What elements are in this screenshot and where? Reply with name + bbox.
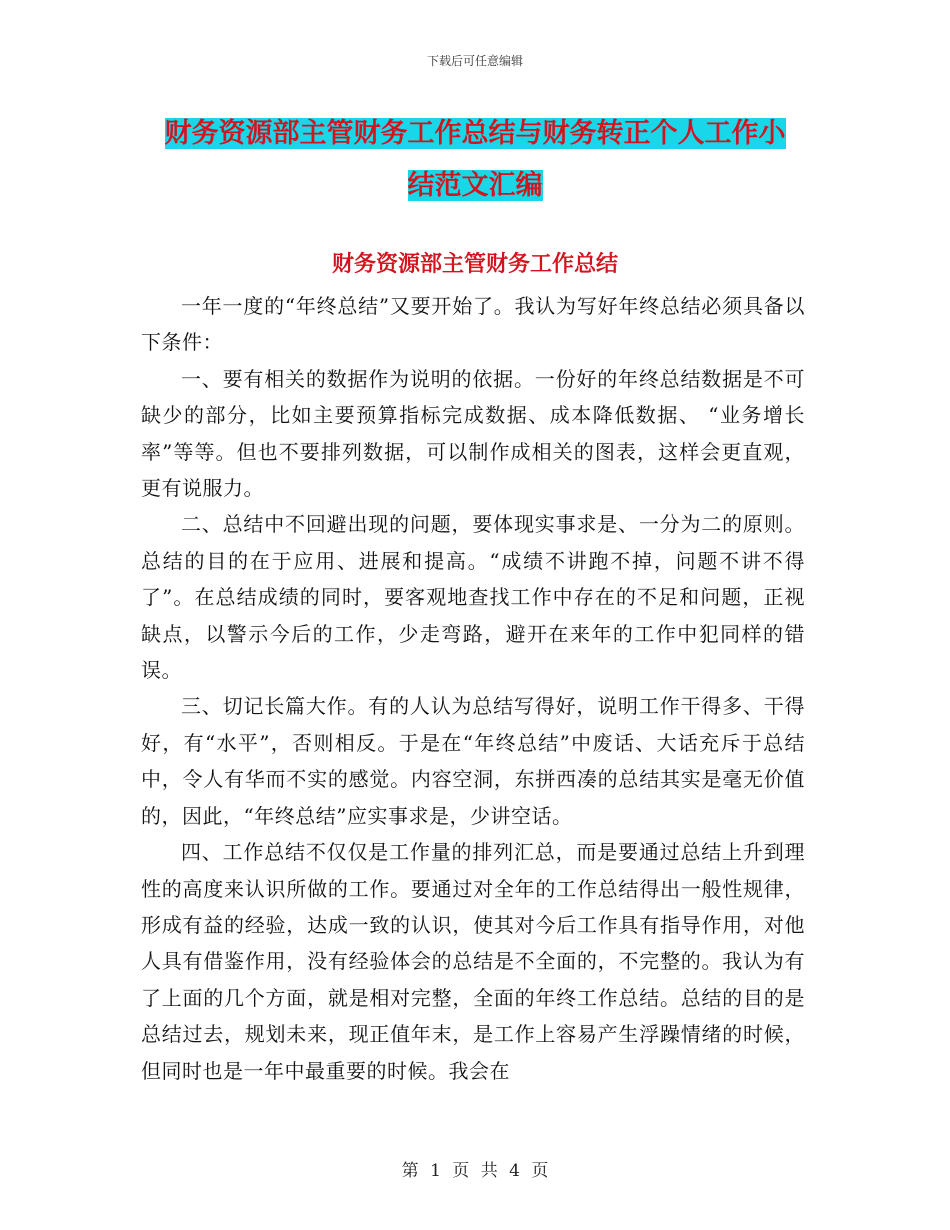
section-title: 财务资源部主管财务工作总结 — [331, 251, 618, 277]
document-title — [140, 108, 810, 212]
document-title-line-1: 财务资源部主管财务工作总结与财务转正个人工作小 — [164, 118, 786, 149]
paragraph-point-4: 四、工作总结不仅仅是工作量的排列汇总，而是要通过总结上升到理性的高度来认识所做的工作。要通过对全年的工作总结得出一般性规律，形成有益的经验，达成一致的认识，使其对今后工作具有指导作用，对他人具有借鉴作用，没有经验体会的总结是不全面的，不完整的。我认为有了上面的几个方面，就是相对完整，全面的年终工作总结。总结的目的是总结过去，规划未来，现正值年末，是工作上容易产生浮躁情绪的时候，但同时也是一年中最重要的时候。我会在 — [141, 840, 805, 1083]
paragraph-point-1: 一、要有相关的数据作为说明的依据。一份好的年终总结数据是不可缺少的部分，比如主要预算指标完成数据、成本降低数据、 “业务增长率”等等。但也不要排列数据，可以制作成相关的图表，这样会更直观，更有说服力。 — [141, 366, 805, 501]
paragraph-intro: 一年一度的“年终总结”又要开始了。我认为写好年终总结必须具备以下条件： — [141, 294, 805, 355]
page-number-footer: 第 1 页 共 4 页 — [401, 1161, 549, 1181]
paragraph-point-3: 三、切记长篇大作。有的人认为总结写得好，说明工作干得多、干得好，有“水平”，否则相反。于是在“年终总结”中废话、大话充斥于总结中，令人有华而不实的感觉。内容空洞，东拼西凑的总结其实是毫无价值的，因此，“年终总结”应实事求是，少讲空话。 — [141, 694, 805, 828]
header-note: 下载后可任意编辑 — [426, 54, 523, 68]
document-body — [141, 288, 805, 1089]
paragraph-point-2: 二、总结中不回避出现的问题，要体现实事求是、一分为二的原则。总结的目的在于应用、进展和提高。“成绩不讲跑不掉，问题不讲不得了”。在总结成绩的同时，要客观地查找工作中存在的不足和问题，正视缺点，以警示今后的工作，少走弯路，避开在来年的工作中犯同样的错误。 — [141, 512, 805, 683]
document-title-line-2: 结范文汇编 — [407, 170, 543, 201]
